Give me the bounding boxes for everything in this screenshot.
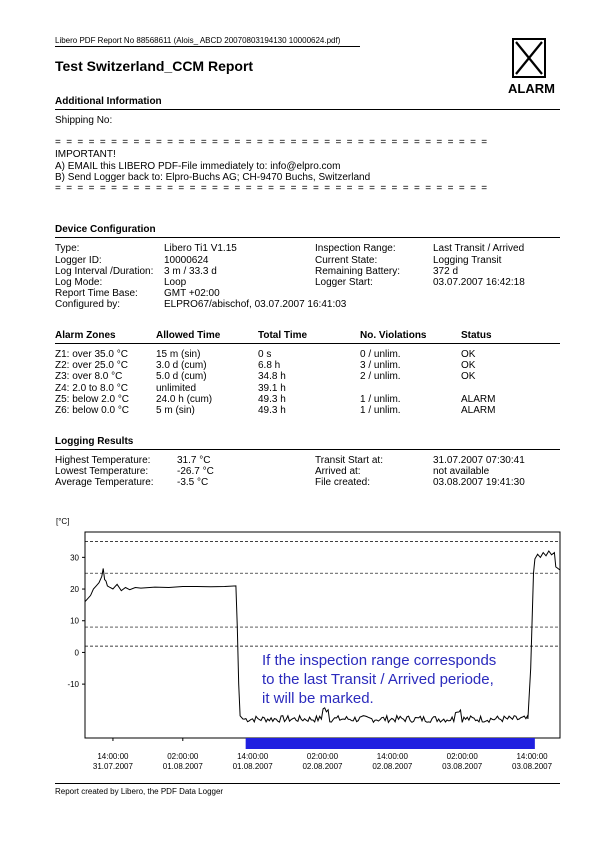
y-tick-label: 30 xyxy=(70,553,79,563)
y-axis-label: [°C] xyxy=(56,517,70,526)
zone-cell: Z1: over 35.0 °C xyxy=(55,349,128,360)
x-tick-time: 14:00:00 xyxy=(237,752,269,761)
device-field-value: 03.07.2007 16:42:18 xyxy=(433,277,525,288)
logging-field-value: 31.7 °C xyxy=(177,455,211,466)
x-tick-time: 14:00:00 xyxy=(376,752,408,761)
device-field-label: Type: xyxy=(55,243,80,254)
zone-cell: 49.3 h xyxy=(258,394,286,405)
zone-cell: 2 / unlim. xyxy=(360,371,401,382)
zone-cell: 3 / unlim. xyxy=(360,360,401,371)
zone-cell: 1 / unlim. xyxy=(360,405,401,416)
y-tick-label: 10 xyxy=(70,616,79,626)
device-field-label: Log Mode: xyxy=(55,277,103,288)
x-tick-time: 02:00:00 xyxy=(306,752,339,761)
footer-rule xyxy=(55,783,560,784)
x-tick-date: 03.08.2007 xyxy=(512,762,553,771)
x-tick-time: 02:00:00 xyxy=(446,752,478,761)
zone-cell: Z2: over 25.0 °C xyxy=(55,360,128,371)
zone-cell: Z4: 2.0 to 8.0 °C xyxy=(55,383,128,394)
zone-cell: 39.1 h xyxy=(258,383,286,394)
device-configuration-heading: Device Configuration xyxy=(55,224,156,235)
status-header: Status xyxy=(461,330,492,341)
device-field-label: Inspection Range: xyxy=(315,243,396,254)
logging-field-label: File created: xyxy=(315,477,371,488)
logging-field-value: 03.08.2007 19:41:30 xyxy=(433,477,525,488)
separator-line: = = = = = = = = = = = = = = = = = = = = = = = = = = = = = = = = = = = = = = = xyxy=(55,183,489,194)
x-tick-date: 03.08.2007 xyxy=(442,762,483,771)
alarm-zones-header: Alarm Zones xyxy=(55,330,116,341)
zone-cell: Z5: below 2.0 °C xyxy=(55,394,130,405)
report-file-name: Libero PDF Report No 88568611 (Alois_ ABCD 20070803194130 10000624.pdf) xyxy=(55,36,341,45)
logging-field-label: Transit Start at: xyxy=(315,455,383,466)
zone-cell: 0 / unlim. xyxy=(360,349,401,360)
device-field-value: 372 d xyxy=(433,266,459,277)
total-time-header: Total Time xyxy=(258,330,308,341)
x-tick-date: 02.08.2007 xyxy=(302,762,343,771)
inspection-range-bar xyxy=(246,738,535,749)
zone-cell: 34.8 h xyxy=(258,371,286,382)
logging-field-value: -3.5 °C xyxy=(177,477,209,488)
device-field-value: 3 m / 33.3 d xyxy=(164,266,217,277)
logging-field-label: Average Temperature: xyxy=(55,477,154,488)
zone-cell: 1 / unlim. xyxy=(360,394,401,405)
device-field-label: Logger ID: xyxy=(55,255,102,266)
shipping-no-label: Shipping No: xyxy=(55,115,113,126)
zone-cell: OK xyxy=(461,360,476,371)
separator-line: = = = = = = = = = = = = = = = = = = = = = = = = = = = = = = = = = = = = = = = xyxy=(55,137,489,148)
zone-cell: ALARM xyxy=(461,405,496,416)
annotation-line: to the last Transit / Arrived periode, xyxy=(262,671,494,688)
logging-field-value: -26.7 °C xyxy=(177,466,214,477)
annotation-line: it will be marked. xyxy=(262,690,374,707)
logging-field-value: not available xyxy=(433,466,490,477)
zone-cell: OK xyxy=(461,371,476,382)
x-tick-date: 02.08.2007 xyxy=(372,762,413,771)
inspection-range-annotation xyxy=(262,651,496,708)
zone-cell: ALARM xyxy=(461,394,496,405)
zone-cell: 15 m (sin) xyxy=(156,349,201,360)
instruction-email: A) EMAIL this LIBERO PDF-File immediately to: info@elpro.com xyxy=(55,161,341,172)
zone-cell: Z6: below 0.0 °C xyxy=(55,405,130,416)
important-label: IMPORTANT! xyxy=(55,149,116,160)
device-field-label: Current State: xyxy=(315,255,378,266)
logging-field-label: Highest Temperature: xyxy=(55,455,151,466)
additional-information-heading: Additional Information xyxy=(55,96,162,107)
violations-header: No. Violations xyxy=(360,330,427,341)
zone-cell: unlimited xyxy=(156,383,197,394)
device-field-label: Report Time Base: xyxy=(55,288,138,299)
zone-cell: 49.3 h xyxy=(258,405,286,416)
y-tick-label: -10 xyxy=(67,680,79,690)
device-field-value: ELPRO67/abischof, 03.07.2007 16:41:03 xyxy=(164,299,347,310)
x-tick-date: 01.08.2007 xyxy=(232,762,273,771)
x-tick-date: 31.07.2007 xyxy=(92,762,133,771)
annotation-line: If the inspection range corresponds xyxy=(262,652,497,669)
device-field-label: Logger Start: xyxy=(315,277,373,288)
device-field-label: Remaining Battery: xyxy=(315,266,401,277)
alarm-status-label: ALARM xyxy=(508,81,555,96)
zone-cell: Z3: over 8.0 °C xyxy=(55,371,123,382)
footer-text: Report created by Libero, the PDF Data Logger xyxy=(55,787,224,796)
device-field-value: Logging Transit xyxy=(433,255,502,266)
y-tick-label: 0 xyxy=(74,648,79,658)
logging-results-heading: Logging Results xyxy=(55,436,134,447)
zone-cell: 5.0 d (cum) xyxy=(156,371,207,382)
device-field-value: Loop xyxy=(164,277,187,288)
allowed-time-header: Allowed Time xyxy=(156,330,221,341)
instruction-send-back: B) Send Logger back to: Elpro-Buchs AG; CH-9470 Buchs, Switzerland xyxy=(55,172,371,183)
y-tick-label: 20 xyxy=(70,585,79,595)
zone-cell: 0 s xyxy=(258,349,272,360)
zone-cell: 24.0 h (cum) xyxy=(156,394,213,405)
zone-cell: 5 m (sin) xyxy=(156,405,195,416)
x-tick-date: 01.08.2007 xyxy=(162,762,203,771)
zone-cell: 3.0 d (cum) xyxy=(156,360,207,371)
device-field-label: Configured by: xyxy=(55,299,121,310)
device-field-label: Log Interval /Duration: xyxy=(55,266,154,277)
logging-field-value: 31.07.2007 07:30:41 xyxy=(433,455,525,466)
device-field-value: Last Transit / Arrived xyxy=(433,243,525,254)
device-field-value: GMT +02:00 xyxy=(164,288,220,299)
device-field-value: 10000624 xyxy=(164,255,209,266)
device-field-value: Libero Ti1 V1.15 xyxy=(164,243,237,254)
x-tick-time: 14:00:00 xyxy=(97,752,129,761)
x-tick-time: 14:00:00 xyxy=(516,752,548,761)
logging-field-label: Lowest Temperature: xyxy=(55,466,149,477)
logging-field-label: Arrived at: xyxy=(315,466,361,477)
zone-cell: OK xyxy=(461,349,476,360)
x-tick-time: 02:00:00 xyxy=(167,752,199,761)
report-title: Test Switzerland_CCM Report xyxy=(55,58,254,74)
zone-cell: 6.8 h xyxy=(258,360,281,371)
